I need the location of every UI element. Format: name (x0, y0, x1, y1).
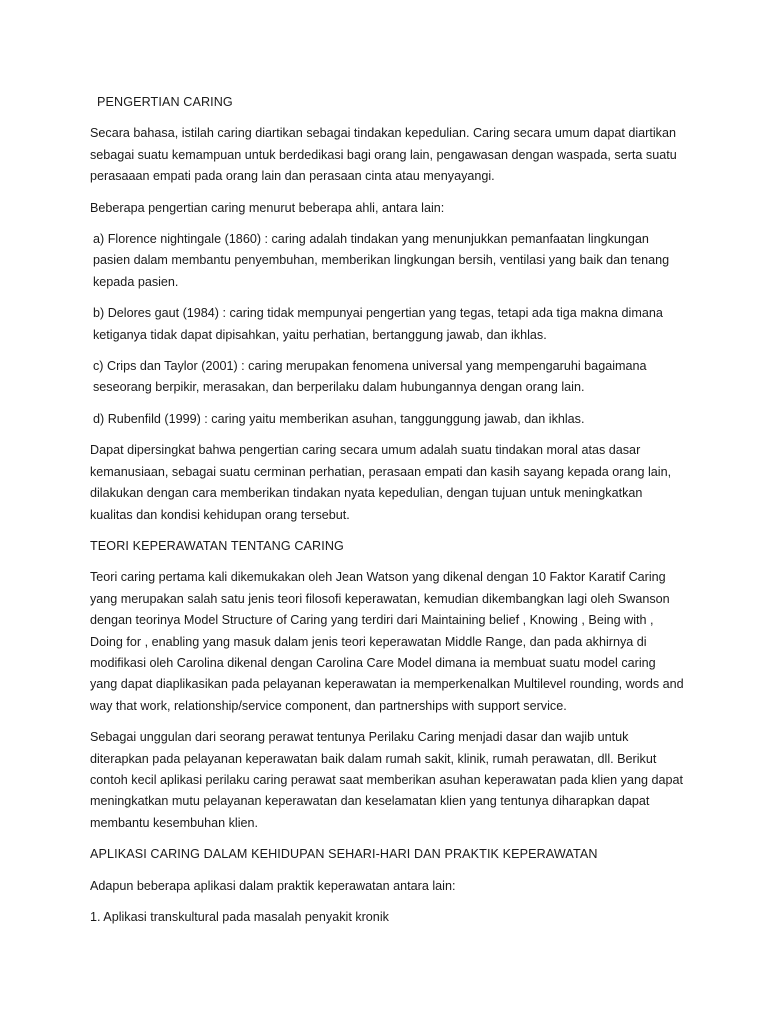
list-item-florence: a) Florence nightingale (1860) : caring adalah tindakan yang menunjukkan pemanfaatan lingkungan pasien dalam membantu penyembuhan, memberikan lingkungan bersih, ventilasi yang baik dan tenang kepada pasien. (93, 232, 670, 289)
paragraph-nurse-behavior: Sebagai unggulan dari seorang perawat tentunya Perilaku Caring menjadi dasar dan wajib untuk diterapkan pada pelayanan keperawatan baik dalam rumah sakit, klinik, rumah perawatan, dll. Berikut contoh kecil aplikasi perilaku caring perawat saat memberikan asuhan keperawatan pada klien yang dapat meningkatkan mutu pelayanan keperawatan dan keselamatan klien yang tentunya diharapkan dapat membantu kesembuhan klien. (90, 730, 683, 830)
list-item-rubenfild: d) Rubenfild (1999) : caring yaitu memberikan asuhan, tanggunggung jawab, dan ikhlas. (93, 411, 585, 426)
list-item-delores: b) Delores gaut (1984) : caring tidak mempunyai pengertian yang tegas, tetapi ada tiga makna dimana ketiganya tidak dapat dipisahkan, yaitu perhatian, bertanggung jawab, dan ikhlas. (93, 306, 663, 342)
paragraph-definition: Secara bahasa, istilah caring diartikan sebagai tindakan kepedulian. Caring secara umum dapat diartikan sebagai suatu kemampuan untuk berdedikasi bagi orang lain, pengawasan dengan waspada, serta suatu perasaaan empati pada orang lain dan perasaan cinta atau menyayangi. (90, 126, 677, 184)
section-heading-application: APLIKASI CARING DALAM KEHIDUPAN SEHARI-HARI DAN PRAKTIK KEPERAWATAN (90, 847, 598, 862)
list-item-crips-taylor: c) Crips dan Taylor (2001) : caring merupakan fenomena universal yang mempengaruhi bagaimana seseorang berpikir, merasakan, dan berperilaku dalam hubungannya dengan orang lain. (93, 359, 647, 395)
paragraph-experts-intro: Beberapa pengertian caring menurut beberapa ahli, antara lain: (90, 200, 445, 215)
paragraph-summary: Dapat dipersingkat bahwa pengertian caring secara umum adalah suatu tindakan moral atas dasar kemanusiaan, sebagai suatu cerminan perhatian, perasaan empati dan kasih sayang kepada orang lain, dilakukan dengan cara memberikan tindakan nyata kepedulian, dengan tujuan untuk meningkatkan kualitas dan kondisi kehidupan orang tersebut. (90, 443, 672, 522)
section-heading-theory: TEORI KEPERAWATAN TENTANG CARING (90, 538, 344, 553)
paragraph-application-intro: Adapun beberapa aplikasi dalam praktik keperawatan antara lain: (90, 878, 456, 893)
paragraph-watson-theory: Teori caring pertama kali dikemukakan oleh Jean Watson yang dikenal dengan 10 Faktor Karatif Caring yang merupakan salah satu jenis teori filosofi keperawatan, kemudian dikembangkan lagi oleh Swanson dengan teorinya Model Structure of Caring yang terdiri dari Maintaining belief , Knowing , Being with , Doing for , enabling yang masuk dalam jenis teori keperawatan Middle Range, dan pada akhirnya di modifikasi oleh Carolina dikenal dengan Carolina Care Model dimana ia membuat suatu model caring yang dapat diaplikasikan pada pelayanan keperawatan ia memperkenalkan Multilevel rounding, words and way that work, relationship/service component, dan partnerships with support service. (90, 570, 684, 713)
page-title: PENGERTIAN CARING (97, 95, 233, 109)
list-item-transcultural: 1. Aplikasi transkultural pada masalah penyakit kronik (90, 910, 389, 924)
